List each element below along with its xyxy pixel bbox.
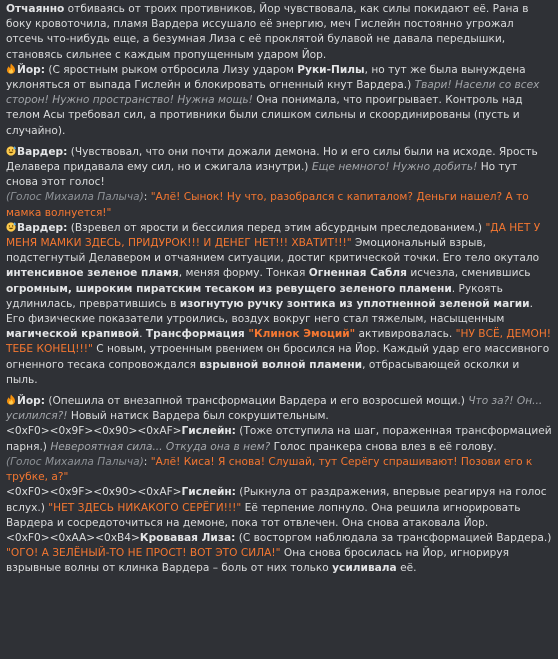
quote-text: "ДА НЕТ У МЕНЯ МАМКИ ЗДЕСЬ, ПРИДУРОК!!! И ДЕНЕГ НЕТ!!! ХВАТИТ!!!" [6, 221, 541, 250]
narration-text: Эмоциональный взрыв, подстегнутый Делавером и отчаянием ситуации, достиг критической точки. Его тело окутало [6, 237, 540, 265]
narration-text: активировалась. [355, 328, 456, 341]
yor-paragraph [6, 394, 552, 424]
raw-emoji-code: <0xF0><0x9F><0x90><0xAF> [6, 425, 182, 438]
bold-text: Отчаянно [6, 3, 65, 15]
narration-text: исчезла, сменившись [407, 267, 531, 280]
speaker-name: Вардер: [17, 145, 68, 158]
bold-text: Руки-Пилы [297, 63, 365, 76]
raw-emoji-code: <0xF0><0x9F><0x90><0xAF> [6, 486, 182, 499]
narration-text: , отбрасывающей осколки и пыль. [6, 358, 520, 386]
yor-paragraph [6, 63, 552, 139]
voice-annotation: (Голос Михаила Палыча) [6, 455, 144, 468]
narration-text: Новый натиск Вардера был сокрушительным. [67, 410, 329, 423]
speaker-name: Йор: [17, 395, 45, 408]
fire-emoji-icon [6, 394, 16, 405]
narration-text: , меняя форму. Тонкая [178, 267, 309, 280]
action-text: (Опешила от внезапной трансформации Вардера и его возросшей мощи.) [44, 395, 469, 408]
thought-text: Еще немного! Нужно добить! [311, 161, 478, 174]
action-text: (С яростным рыком отбросила Лизу ударом [44, 63, 298, 76]
narration-text: Голос пранкера снова влез в её голову. [270, 440, 497, 453]
voice-paragraph [6, 455, 552, 485]
narration-text: Но тут снова этот голос! [6, 161, 518, 189]
narration-text: Она понимала, что проигрывает. Контроль над телом Асы требовал сил, а противники были слишком сильны и скоординированы (пусть и случайно). [6, 94, 523, 137]
bold-text: Огненная Сабля [308, 267, 407, 280]
action-text: , но тут же была вынуждена уклоняться от выпада Гислейн и блокировать огненный кнут Вардера.) [6, 63, 526, 92]
narration-text: . Его физические показатели утроились, воздух вокруг него стал тяжелым, насыщенным [6, 297, 533, 326]
bold-text: интенсивное зеленое пламя [6, 267, 179, 280]
grinning-sweat-emoji-icon [6, 145, 16, 156]
bold-text: взрывной волной пламени [199, 358, 363, 371]
voice-annotation: (Голос Михаила Палыча) [6, 191, 144, 204]
narration-text: Её терпение лопнуло. Она решила игнорировать Вардера и сосредоточиться на демоне, пока тот отвлечен. Она снова атаковала Йор. [6, 501, 521, 529]
quote-text: "Клинок Эмоций" [248, 328, 356, 341]
separator-text: : [143, 191, 151, 204]
speaker-name: Йор: [17, 63, 45, 76]
narration-text: Она снова бросилась на Йор, игнорируя взрывные волны от клинка Вардера – боль от них только [6, 547, 509, 575]
quote-text: "ОГО! А ЗЕЛЁНЫЙ-ТО НЕ ПРОСТ! ВОТ ЭТО СИЛА!" [6, 547, 281, 560]
speaker-name: Кровавая Лиза: [139, 531, 236, 544]
bold-text: Трансформация [145, 328, 249, 341]
narration-text: . Рукоять удлинилась, превратившись в [6, 282, 503, 310]
action-text: (Рыкнула от раздражения, впервые реагируя на голос вслух.) [6, 486, 547, 514]
grinning-sweat-emoji-icon [6, 221, 16, 232]
quote-text: "НЕТ ЗДЕСЬ НИКАКОГО СЕРЁГИ!!!" [48, 501, 242, 514]
bold-text: огромным, широким пиратским тесаком из ревущего зеленого пламени [6, 282, 452, 295]
liza-paragraph [6, 531, 552, 577]
narration-text: . [139, 328, 146, 341]
thought-text: Твари! Насели со всех сторон! Нужно пространство! Нужна мощь! [6, 79, 540, 107]
voice-paragraph [6, 190, 552, 220]
quote-text: "НУ ВСЁ, ДЕМОН! ТЕБЕ КОНЕЦ!!!" [6, 328, 552, 356]
bold-text: усиливала [332, 562, 397, 575]
action-text: (Взревел от ярости и бессилия перед этим абсурдным преследованием.) [67, 221, 486, 234]
raw-emoji-code: <0xF0><0xAA><0xB4> [6, 531, 140, 544]
action-text: (Тоже отступила на шаг, пораженная трансформацией парня.) [6, 425, 552, 453]
narration-paragraph [6, 2, 552, 63]
separator-text: : [143, 455, 151, 468]
action-text: (С восторгом наблюдала за трансформацией Вардера.) [235, 531, 552, 544]
quote-text: "Алё! Киса! Я снова! Слушай, тут Серёгу спрашивают! Позови его к трубке, а?" [6, 455, 533, 484]
quote-text: "Алё! Сынок! Ну что, разобрался с капиталом? Деньги нашел? А то мамка волнуется!" [6, 191, 529, 219]
speaker-name: Вардер: [17, 221, 68, 234]
narration-text: её. [396, 562, 417, 575]
bold-text: изогнутую ручку зонтика из уплотненной зеленой магии [179, 297, 530, 310]
varder-paragraph [6, 145, 552, 191]
varder-paragraph [6, 221, 552, 388]
gislein-paragraph [6, 485, 552, 531]
narration-text: отбиваясь от троих противников, Йор чувствовала, как силы покидают её. Рана в боку кровоточила, пламя Вардера иссушало её энергию, меч Гислейн постоянно угрожал отсечь что-нибудь еще, а безумная Лиза с её проклятой булавой не давала передышки, становясь сильнее с каждым пропущенным ударом Йор. [6, 3, 529, 61]
speaker-name: Гислейн: [181, 425, 236, 438]
narration-text: С новым, утроенным рвением он бросился на Йор. Каждый удар его массивного огненного тесака сопровождался [6, 343, 550, 371]
fire-emoji-icon [6, 63, 16, 74]
gislein-paragraph [6, 424, 552, 454]
speaker-name: Гислейн: [181, 486, 236, 499]
bold-text: магической крапивой [6, 328, 140, 341]
thought-text: Невероятная сила... Откуда она в нем? [50, 440, 271, 453]
action-text: (Чувствовал, что они почти дожали демона. Но и его силы были на исходе. Ярость Делавера придавала ему сил, но и сжигала изнутри.) [6, 145, 538, 174]
thought-text: Что за?! Он... усилился?! [6, 395, 543, 423]
